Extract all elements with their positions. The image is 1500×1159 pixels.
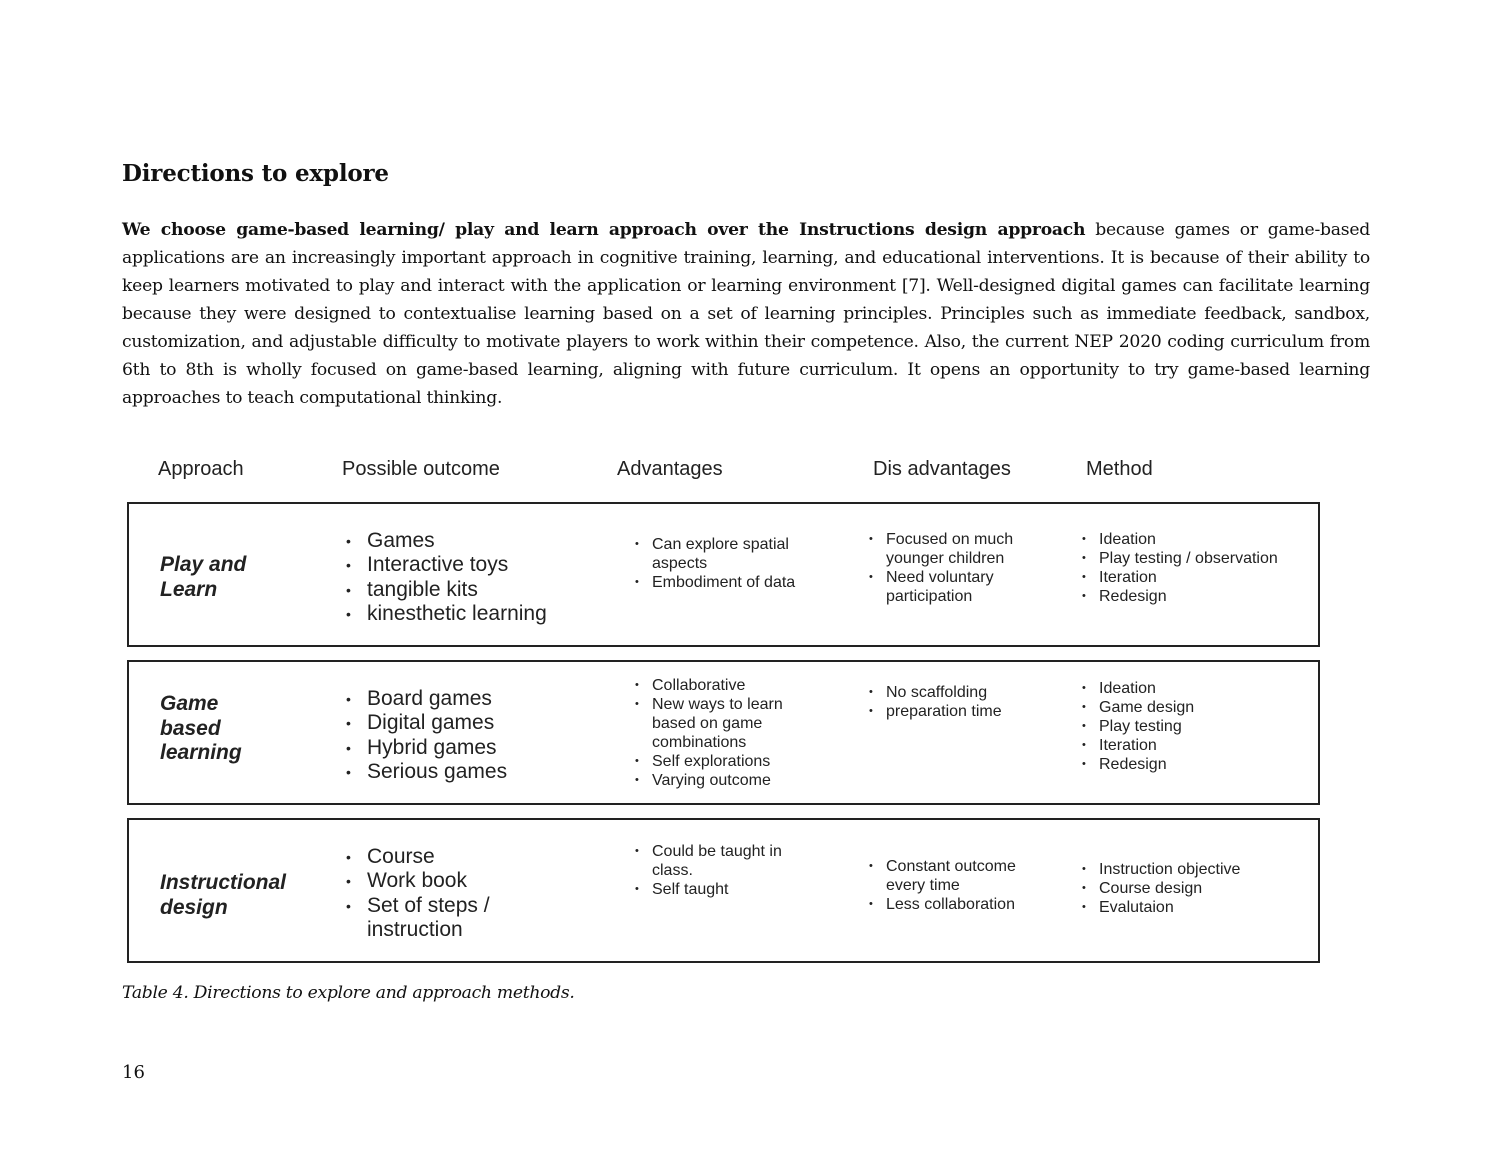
outcome-list <box>344 845 514 942</box>
list-item: • Iteration <box>1081 568 1311 587</box>
list-item: • Ideation <box>1081 530 1311 549</box>
body-paragraph <box>122 216 1370 412</box>
list-item: • Self taught <box>634 880 809 899</box>
header-advantages: Advantages <box>617 458 723 480</box>
list-item: • preparation time <box>868 702 1048 721</box>
list-item: • Redesign <box>1081 755 1311 774</box>
list-item: • Iteration <box>1081 736 1311 755</box>
table-row-play-and-learn <box>127 502 1320 647</box>
list-item: • Ideation <box>1081 679 1311 698</box>
row-approach-title: Instructional design <box>160 871 287 919</box>
list-item: • Play testing <box>1081 717 1311 736</box>
list-item: • Course design <box>1081 879 1311 898</box>
header-approach: Approach <box>158 458 244 480</box>
method-list <box>1081 860 1311 917</box>
list-item: • Games <box>344 529 547 553</box>
list-item: • Board games <box>344 687 507 711</box>
outcome-list <box>344 687 507 784</box>
list-item: • Varying outcome <box>634 771 824 790</box>
method-list <box>1081 530 1311 606</box>
list-item: • Focused on much younger children <box>868 530 1048 568</box>
disadvantages-list <box>868 857 1048 914</box>
list-item: • Set of steps / instruction <box>344 894 514 943</box>
list-item: • Need voluntary participation <box>868 568 1048 606</box>
paragraph-text: because games or game-based applications are an increasingly important approach in cognitive training, learning, and educational interventions. It is because of their ability to keep learners motivated to play and interact with the application or learning environment [7]. Well-designed digital games can facilitate learning because they were designed to contextualise learning based on a set of learning principles. Principles such as immediate feedback, sandbox, customization, and adjustable difficulty to motivate players to work within their competence. Also, the current NEP 2020 coding curriculum from 6th to 8th is wholly focused on game-based learning, aligning with future curriculum. It opens an opportunity to try game-based learning approaches to teach computational thinking. <box>122 220 1370 408</box>
page-number: 16 <box>122 1062 145 1083</box>
list-item: • Embodiment of data <box>634 573 824 592</box>
list-item: • Self explorations <box>634 752 824 771</box>
list-item: • Instruction objective <box>1081 860 1311 879</box>
disadvantages-list <box>868 683 1048 721</box>
list-item: • Evalutaion <box>1081 898 1311 917</box>
list-item: • tangible kits <box>344 578 547 602</box>
list-item: • Redesign <box>1081 587 1311 606</box>
disadvantages-list <box>868 530 1048 606</box>
list-item: • Digital games <box>344 711 507 735</box>
list-item: • No scaffolding <box>868 683 1048 702</box>
table-caption: Table 4. Directions to explore and approach methods. <box>122 983 575 1003</box>
list-item: • Interactive toys <box>344 553 547 577</box>
list-item: • Course <box>344 845 514 869</box>
list-item: • Collaborative <box>634 676 824 695</box>
list-item: • Work book <box>344 869 514 893</box>
list-item: • Game design <box>1081 698 1311 717</box>
list-item: • Play testing / observation <box>1081 549 1311 568</box>
header-disadvantages: Dis advantages <box>873 458 1011 480</box>
table-row-instructional-design <box>127 818 1320 963</box>
list-item: • Constant outcome every time <box>868 857 1048 895</box>
list-item: • kinesthetic learning <box>344 602 547 626</box>
method-list <box>1081 679 1311 774</box>
table-row-game-based-learning <box>127 660 1320 805</box>
list-item: • Can explore spatial aspects <box>634 535 824 573</box>
outcome-list <box>344 529 547 626</box>
advantages-list <box>634 842 809 899</box>
list-item: • Hybrid games <box>344 736 507 760</box>
advantages-list <box>634 535 824 592</box>
advantages-list <box>634 676 824 790</box>
row-approach-title: Game based learning <box>160 692 242 764</box>
header-possible-outcome: Possible outcome <box>342 458 500 480</box>
section-heading: Directions to explore <box>122 160 389 187</box>
list-item: • Could be taught in class. <box>634 842 809 880</box>
list-item: • Serious games <box>344 760 507 784</box>
list-item: • New ways to learn based on game combinations <box>634 695 824 752</box>
list-item: • Less collaboration <box>868 895 1048 914</box>
row-approach-title: Play and Learn <box>160 553 247 601</box>
header-method: Method <box>1086 458 1153 480</box>
paragraph-bold-lead: We choose game-based learning/ play and learn approach over the Instructions design approach <box>122 220 1086 240</box>
